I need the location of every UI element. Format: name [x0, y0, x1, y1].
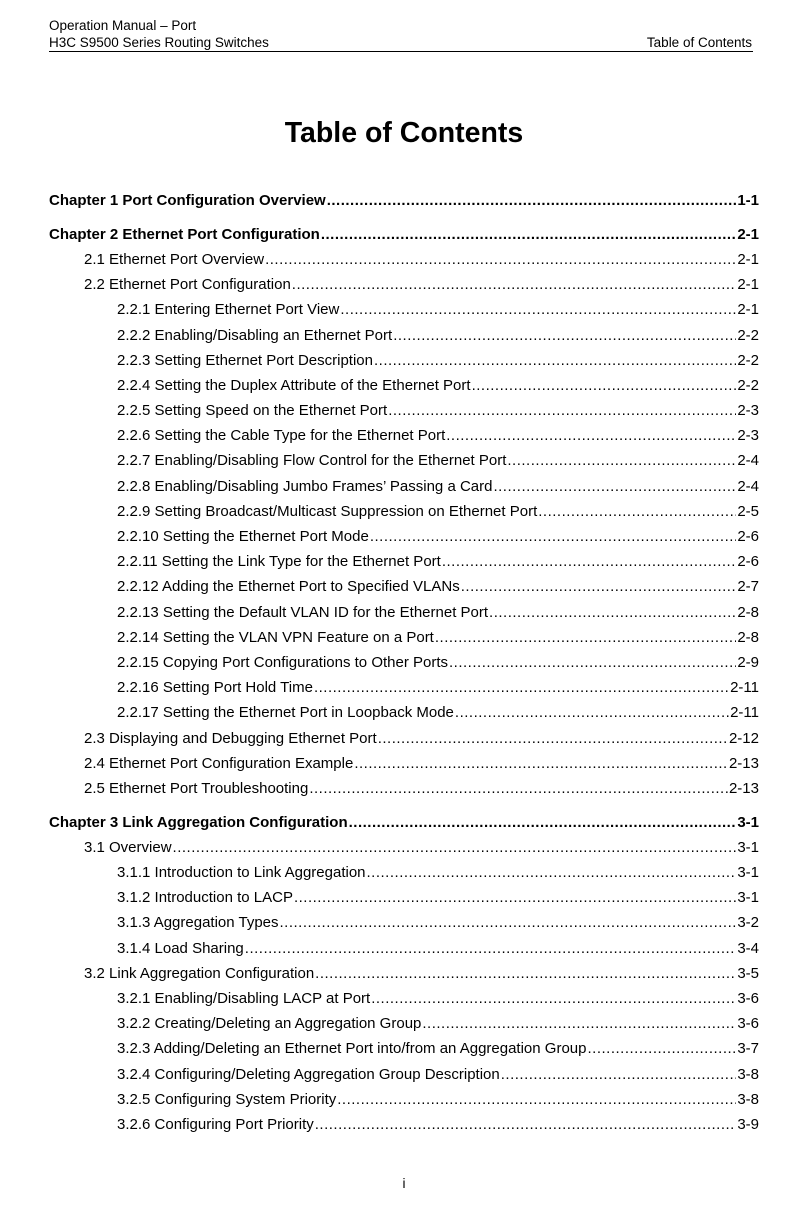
toc-entry-page: 2-11 [730, 704, 759, 722]
toc-entry-page: 2-12 [728, 729, 759, 747]
toc-entry-page: 2-8 [737, 603, 759, 621]
toc-section-entry[interactable] [49, 776, 759, 801]
toc-dot-leader [489, 600, 736, 625]
toc-subsection-entry[interactable] [49, 1036, 759, 1061]
toc-dot-leader [367, 860, 737, 885]
toc-entry-label: 2.2.10 Setting the Ethernet Port Mode [117, 528, 369, 546]
toc-entry-page: 2-7 [737, 578, 759, 596]
toc-entry-page: 2-1 [737, 301, 759, 319]
toc-entry-label: 2.2.16 Setting Port Hold Time [117, 679, 313, 697]
toc-dot-leader [393, 323, 736, 348]
toc-entry-page: 2-13 [728, 779, 759, 797]
toc-entry-label: 2.2.13 Setting the Default VLAN ID for the Ethernet Port [117, 603, 489, 621]
toc-entry-label: 2.2.15 Copying Port Configurations to Other Ports [117, 653, 449, 671]
toc-entry-label: 2.2.6 Setting the Cable Type for the Ethernet Port [117, 427, 446, 445]
toc-subsection-entry[interactable] [49, 1112, 759, 1137]
toc-subsection-entry[interactable] [49, 1011, 759, 1036]
toc-entry-label: 3.1.3 Aggregation Types [117, 914, 279, 932]
toc-entry-label: 3.2.4 Configuring/Deleting Aggregation Group Description [117, 1065, 500, 1083]
toc-subsection-entry[interactable] [49, 524, 759, 549]
toc-dot-leader [507, 448, 736, 473]
toc-subsection-entry[interactable] [49, 574, 759, 599]
toc-entry-label: 2.2.7 Enabling/Disabling Flow Control for the Ethernet Port [117, 452, 507, 470]
toc-subsection-entry[interactable] [49, 323, 759, 348]
toc-dot-leader [337, 1087, 736, 1112]
toc-entry-page: 3-7 [737, 1040, 759, 1058]
toc-entry-label: 2.2.1 Entering Ethernet Port View [117, 301, 340, 319]
toc-dot-leader [538, 499, 736, 524]
toc-dot-leader [327, 188, 737, 213]
toc-dot-leader [292, 272, 737, 297]
toc-section-entry[interactable] [49, 247, 759, 272]
toc-subsection-entry[interactable] [49, 1062, 759, 1087]
toc-entry-label: 3.1.2 Introduction to LACP [117, 889, 293, 907]
toc-entry-page: 2-3 [737, 402, 759, 420]
toc-dot-leader [315, 961, 736, 986]
toc-subsection-entry[interactable] [49, 600, 759, 625]
toc-dot-leader [501, 1062, 737, 1087]
toc-dot-leader [173, 835, 737, 860]
toc-dot-leader [315, 1112, 737, 1137]
toc-entry-page: 2-1 [737, 250, 759, 268]
toc-entry-label: 2.2.3 Setting Ethernet Port Description [117, 351, 373, 369]
toc-entry-page: 2-1 [737, 276, 759, 294]
toc-chapter-entry[interactable] [49, 222, 759, 247]
toc-dot-leader [442, 549, 736, 574]
toc-subsection-entry[interactable] [49, 499, 759, 524]
toc-entry-label: 3.2 Link Aggregation Configuration [84, 964, 315, 982]
header-row [49, 34, 752, 51]
toc-dot-leader [349, 810, 737, 835]
toc-entry-label: 3.2.5 Configuring System Priority [117, 1090, 337, 1108]
toc-dot-leader [378, 726, 728, 751]
toc-entry-page: 3-5 [737, 964, 759, 982]
toc-entry-page: 3-1 [737, 838, 759, 856]
toc-entry-page: 3-6 [737, 1015, 759, 1033]
toc-dot-leader [435, 625, 736, 650]
toc-subsection-entry[interactable] [49, 448, 759, 473]
toc-subsection-entry[interactable] [49, 860, 759, 885]
toc-subsection-entry[interactable] [49, 297, 759, 322]
toc-dot-leader [472, 373, 737, 398]
toc-entry-page: 3-8 [737, 1090, 759, 1108]
toc-subsection-entry[interactable] [49, 373, 759, 398]
toc-entry-page: 2-3 [737, 427, 759, 445]
toc-dot-leader [493, 474, 736, 499]
toc-subsection-entry[interactable] [49, 986, 759, 1011]
header-section-name: Table of Contents [646, 35, 752, 50]
toc-subsection-entry[interactable] [49, 650, 759, 675]
toc-entry-label: 3.2.2 Creating/Deleting an Aggregation Group [117, 1015, 422, 1033]
toc-dot-leader [314, 675, 729, 700]
toc-entry-page: 2-8 [737, 628, 759, 646]
page-number: i [402, 1176, 406, 1191]
toc-dot-leader [388, 398, 736, 423]
toc-entry-label: 2.2.9 Setting Broadcast/Multicast Suppression on Ethernet Port [117, 502, 538, 520]
toc-subsection-entry[interactable] [49, 675, 759, 700]
toc-entry-label: 3.1.4 Load Sharing [117, 939, 244, 957]
toc-entry-label: 3.2.3 Adding/Deleting an Ethernet Port into/from an Aggregation Group [117, 1040, 587, 1058]
toc-entry-page: 2-6 [737, 528, 759, 546]
toc-dot-leader [265, 247, 736, 272]
toc-entry-label: 2.2.11 Setting the Link Type for the Ethernet Port [117, 553, 441, 571]
toc-entry-label: 3.1 Overview [84, 838, 172, 856]
toc-dot-leader [587, 1036, 736, 1061]
toc-subsection-entry[interactable] [49, 700, 759, 725]
toc-entry-label: 2.2.2 Enabling/Disabling an Ethernet Port [117, 326, 393, 344]
header-rule [49, 51, 753, 52]
toc-subsection-entry[interactable] [49, 474, 759, 499]
toc-dot-leader [461, 574, 737, 599]
toc-subsection-entry[interactable] [49, 398, 759, 423]
toc-entry-page: 3-1 [737, 889, 759, 907]
toc-entry-label: 2.2.12 Adding the Ethernet Port to Specified VLANs [117, 578, 460, 596]
toc-entry-label: 3.2.6 Configuring Port Priority [117, 1115, 314, 1133]
toc-subsection-entry[interactable] [49, 625, 759, 650]
toc-entry-page: 3-1 [737, 864, 759, 882]
table-of-contents [49, 188, 759, 1137]
toc-entry-label: 3.1.1 Introduction to Link Aggregation [117, 864, 366, 882]
toc-dot-leader [449, 650, 736, 675]
toc-entry-label: 2.5 Ethernet Port Troubleshooting [84, 779, 309, 797]
toc-entry-page: 2-4 [737, 452, 759, 470]
toc-entry-page: 3-9 [737, 1115, 759, 1133]
toc-chapter-entry[interactable] [49, 188, 759, 213]
toc-entry-label: 2.2.14 Setting the VLAN VPN Feature on a Port [117, 628, 434, 646]
toc-entry-page: 2-1 [737, 225, 759, 243]
page-header [49, 17, 752, 51]
toc-dot-leader [340, 297, 736, 322]
toc-entry-page: 3-1 [737, 813, 759, 831]
toc-section-entry[interactable] [49, 961, 759, 986]
toc-section-entry[interactable] [49, 272, 759, 297]
toc-section-entry[interactable] [49, 726, 759, 751]
toc-dot-leader [446, 423, 736, 448]
page-footer [0, 1175, 808, 1192]
toc-dot-leader [245, 936, 737, 961]
toc-entry-page: 2-5 [737, 502, 759, 520]
toc-entry-page: 2-2 [737, 351, 759, 369]
toc-entry-page: 2-9 [737, 653, 759, 671]
toc-section-entry[interactable] [49, 751, 759, 776]
toc-entry-page: 1-1 [737, 192, 759, 209]
page-title: Table of Contents [284, 117, 524, 149]
toc-subsection-entry[interactable] [49, 910, 759, 935]
toc-dot-leader [309, 776, 728, 801]
toc-entry-page: 3-8 [737, 1065, 759, 1083]
toc-dot-leader [294, 885, 736, 910]
toc-entry-label: 2.2.17 Setting the Ethernet Port in Loopback Mode [117, 704, 454, 722]
toc-entry-label: 2.4 Ethernet Port Configuration Example [84, 754, 354, 772]
toc-chapter-entry[interactable] [49, 810, 759, 835]
toc-entry-page: 2-4 [737, 477, 759, 495]
toc-subsection-entry[interactable] [49, 936, 759, 961]
toc-subsection-entry[interactable] [49, 885, 759, 910]
toc-dot-leader [371, 986, 736, 1011]
toc-entry-label: 2.2.8 Enabling/Disabling Jumbo Frames’ Passing a Card [117, 477, 493, 495]
header-product-name: H3C S9500 Series Routing Switches [49, 35, 269, 50]
toc-subsection-entry[interactable] [49, 549, 759, 574]
toc-subsection-entry[interactable] [49, 423, 759, 448]
toc-entry-label: 2.2.5 Setting Speed on the Ethernet Port [117, 402, 388, 420]
toc-entry-page: 2-2 [737, 376, 759, 394]
toc-entry-page: 3-6 [737, 990, 759, 1007]
toc-entry-label: Chapter 1 Port Configuration Overview [49, 192, 326, 209]
toc-entry-page: 2-2 [737, 326, 759, 344]
toc-entry-page: 3-2 [737, 914, 759, 932]
toc-entry-label: 2.3 Displaying and Debugging Ethernet Port [84, 729, 377, 747]
toc-dot-leader [422, 1011, 736, 1036]
toc-entry-label: 2.2.4 Setting the Duplex Attribute of the Ethernet Port [117, 376, 471, 394]
toc-dot-leader [370, 524, 736, 549]
toc-entry-label: 2.1 Ethernet Port Overview [84, 250, 265, 268]
toc-section-entry[interactable] [49, 835, 759, 860]
toc-subsection-entry[interactable] [49, 1087, 759, 1112]
toc-entry-page: 3-4 [737, 939, 759, 957]
toc-dot-leader [374, 348, 736, 373]
toc-entry-label: Chapter 2 Ethernet Port Configuration [49, 225, 320, 243]
header-manual-title: Operation Manual – Port [49, 18, 197, 33]
toc-dot-leader [354, 751, 728, 776]
toc-entry-page: 2-6 [737, 553, 759, 571]
toc-entry-label: 3.2.1 Enabling/Disabling LACP at Port [117, 990, 371, 1007]
toc-dot-leader [280, 910, 737, 935]
toc-subsection-entry[interactable] [49, 348, 759, 373]
toc-entry-page: 2-13 [728, 754, 759, 772]
toc-entry-label: 2.2 Ethernet Port Configuration [84, 276, 291, 294]
toc-entry-label: Chapter 3 Link Aggregation Configuration [49, 813, 348, 831]
toc-dot-leader [321, 222, 736, 247]
toc-dot-leader [455, 700, 729, 725]
toc-entry-page: 2-11 [730, 679, 759, 697]
